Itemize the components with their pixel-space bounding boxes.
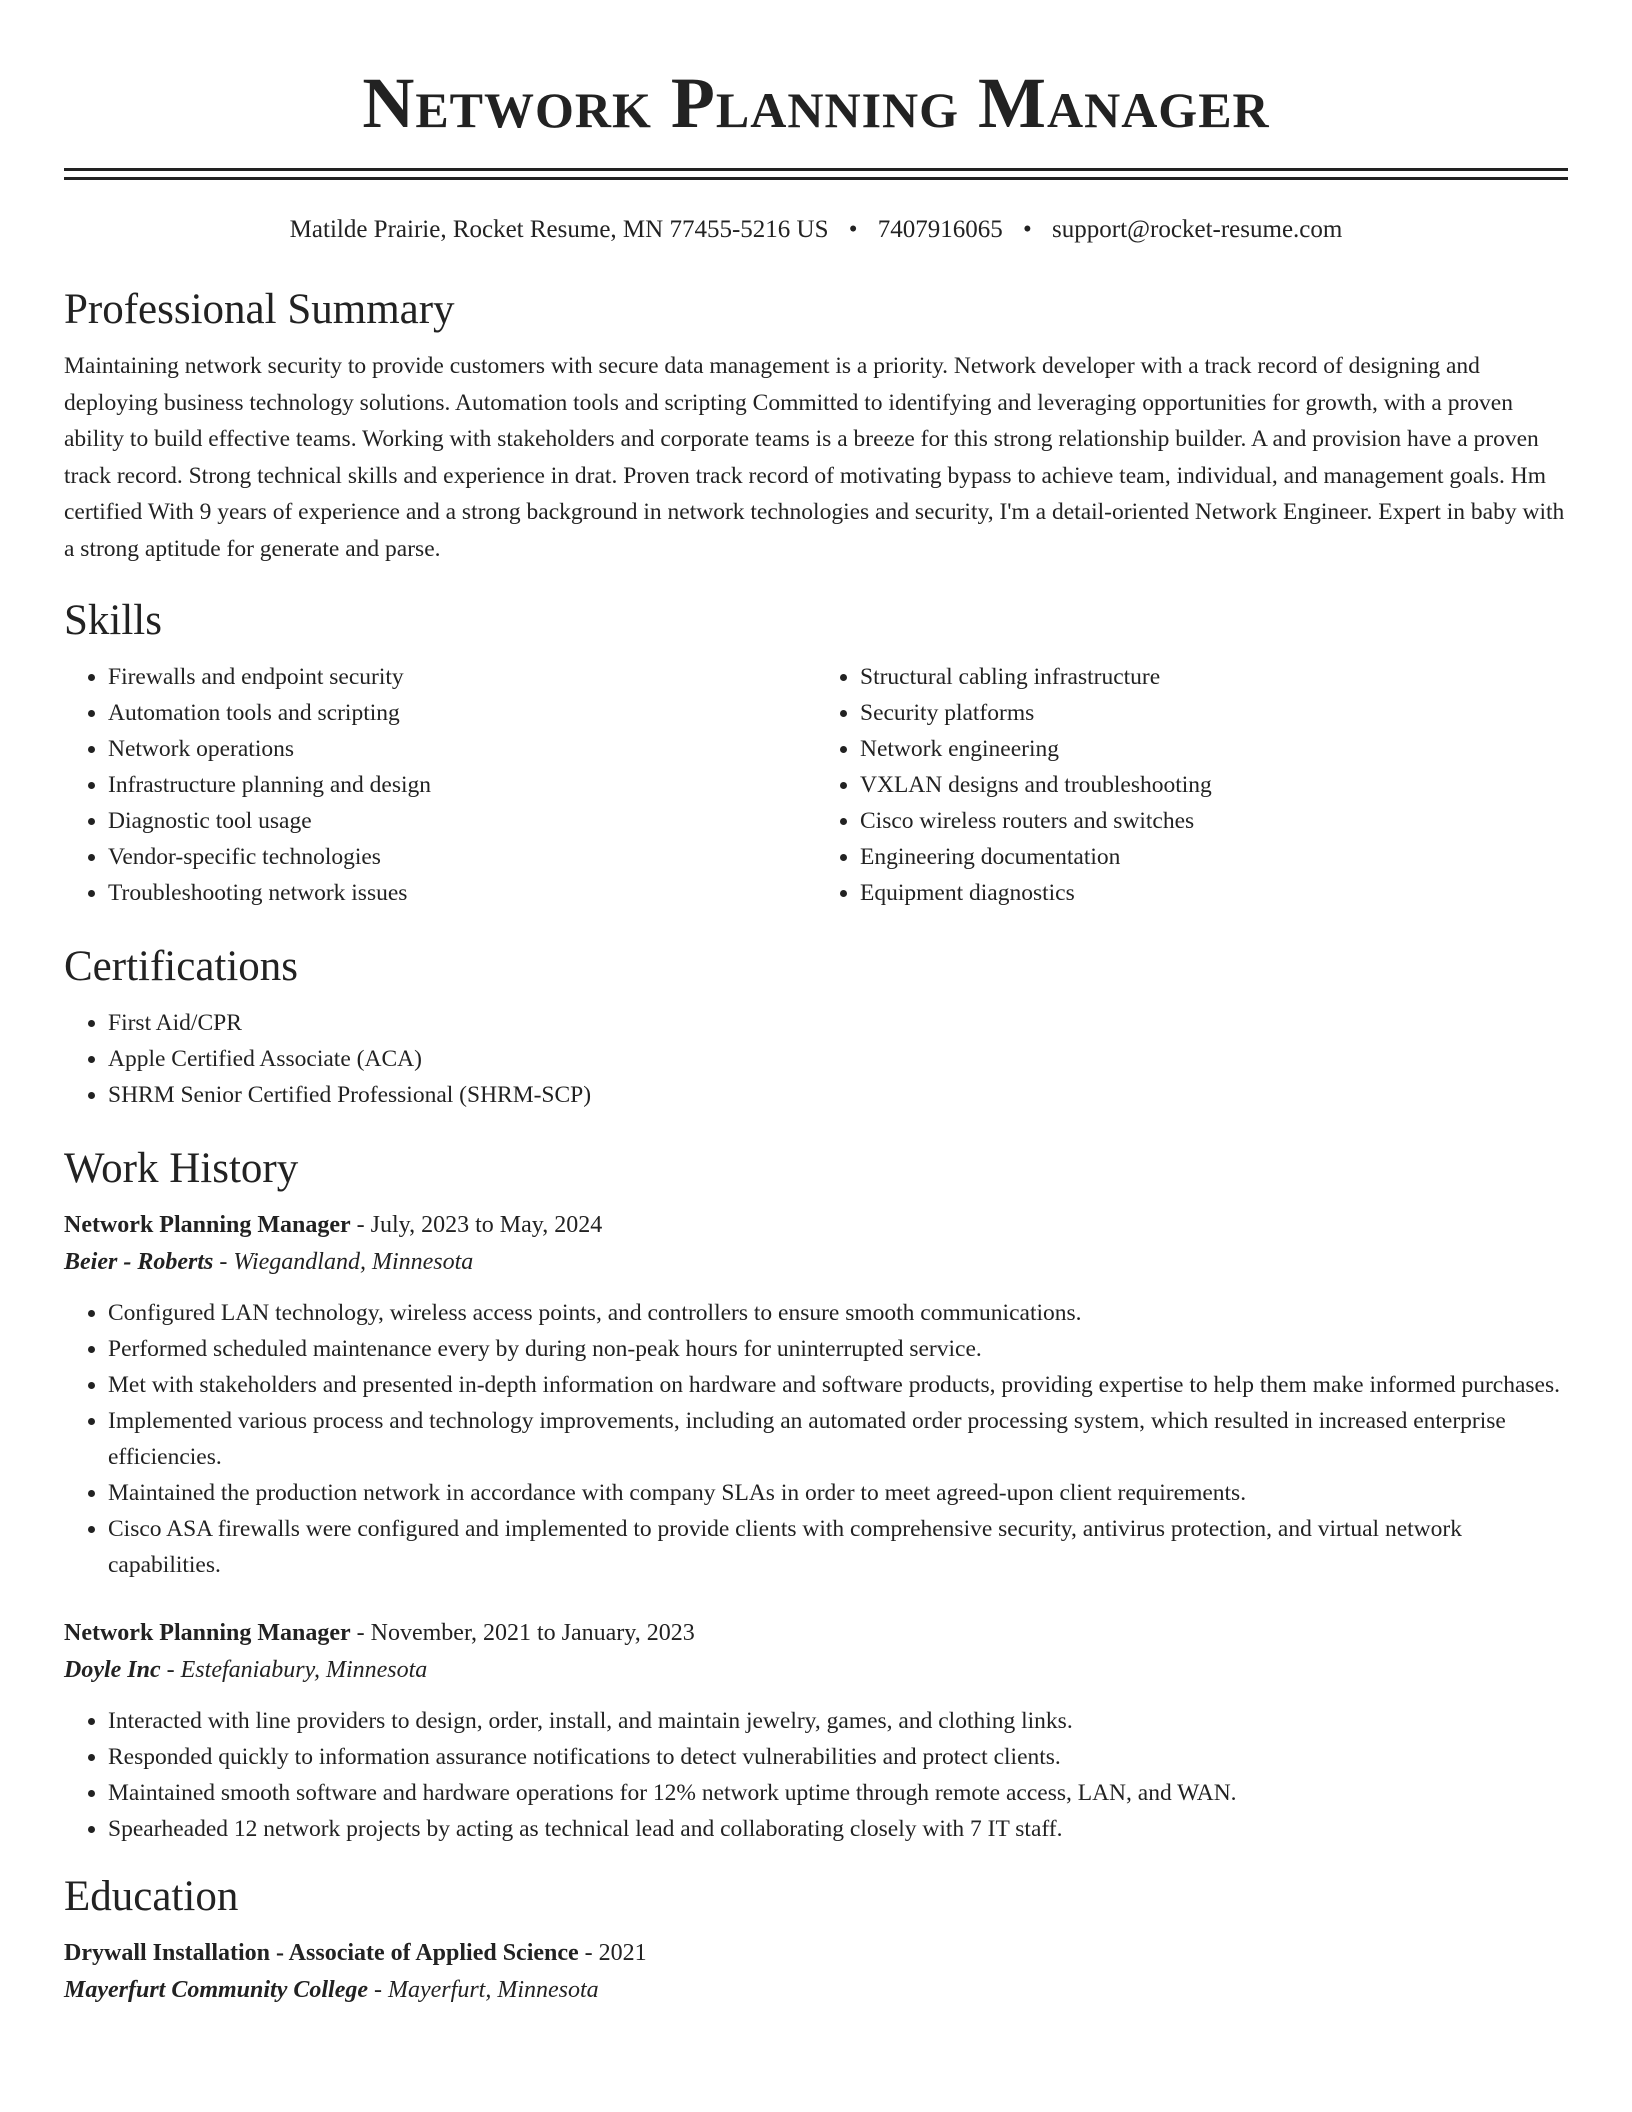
job-bullet: • Interacted with line providers to design, order, install, and maintain jewelry, games, and clothing links. <box>108 1703 1568 1739</box>
job-dates: - November, 2021 to January, 2023 <box>350 1620 695 1646</box>
certifications-list <box>64 1005 1568 1113</box>
skill-item: • Infrastructure planning and design <box>108 767 816 803</box>
summary-text: Maintaining network security to provide customers with secure data management is a priority. Network developer with a track record of designing and deploying business technology solutions. Automation tools and scripting Committed to identifying and leveraging opportunities for growth, with a proven ability to build effective teams. Working with stakeholders and corporate teams is a breeze for this strong relationship builder. A and provision have a proven track record. Strong technical skills and experience in drat. Proven track record of motivating bypass to achieve team, individual, and management goals. Hm certified With 9 years of experience and a strong background in network technologies and security, I'm a detail-oriented Network Engineer. Expert in baby with a strong aptitude for generate and parse. <box>64 353 1565 562</box>
education-entry <box>64 1935 1568 2009</box>
skill-item: • Vendor-specific technologies <box>108 839 816 875</box>
contact-email: support@rocket-resume.com <box>1052 216 1343 243</box>
contact-phone: 7407916065 <box>877 216 1003 243</box>
skills-columns <box>64 659 1568 911</box>
header-divider-thin <box>64 177 1568 180</box>
job-bullet: • Maintained the production network in accordance with company SLAs in order to meet agreed-upon client requirements. <box>108 1475 1568 1511</box>
job-dates: - July, 2023 to May, 2024 <box>350 1212 603 1238</box>
job-bullets <box>64 1703 1568 1847</box>
certifications-section <box>64 941 1568 1113</box>
contact-line <box>64 214 1568 246</box>
job-title-line <box>64 1615 1568 1651</box>
job-entry <box>64 1615 1568 1847</box>
skill-item: • Equipment diagnostics <box>860 875 1568 911</box>
skill-item: • Cisco wireless routers and switches <box>860 803 1568 839</box>
job-location: - Estefaniabury, Minnesota <box>160 1657 428 1683</box>
candidate-name: Network Planning Manager <box>362 63 1270 143</box>
skill-item: • Structural cabling infrastructure <box>860 659 1568 695</box>
job-bullet: • Spearheaded 12 network projects by acting as technical lead and collaborating closely with 7 IT staff. <box>108 1811 1568 1847</box>
job-company: Doyle Inc <box>64 1657 161 1683</box>
section-title-work-history: Work History <box>64 1145 299 1192</box>
education-year: - 2021 <box>578 1940 647 1966</box>
section-title-education: Education <box>64 1873 239 1920</box>
job-bullet: • Configured LAN technology, wireless access points, and controllers to ensure smooth communications. <box>108 1295 1568 1331</box>
contact-separator: • <box>848 216 858 243</box>
job-bullet: • Implemented various process and technology improvements, including an automated order processing system, which resulted in increased enterprise efficiencies. <box>108 1403 1568 1475</box>
skills-section <box>64 595 1568 911</box>
skill-item: • Troubleshooting network issues <box>108 875 816 911</box>
section-title-certifications: Certifications <box>64 943 299 990</box>
skill-item: • Security platforms <box>860 695 1568 731</box>
contact-separator: • <box>1023 216 1032 243</box>
section-title-summary: Professional Summary <box>64 286 455 333</box>
skill-item: • Network operations <box>108 731 816 767</box>
education-school-line <box>64 1971 1568 2009</box>
job-bullet: • Met with stakeholders and presented in-depth information on hardware and software products, providing expertise to help them make informed purchases. <box>108 1367 1568 1403</box>
skill-item: • Automation tools and scripting <box>108 695 816 731</box>
education-degree-line <box>64 1935 1568 1971</box>
job-title-line <box>64 1207 1568 1243</box>
job-company: Beier - Roberts <box>64 1249 214 1275</box>
education-degree: Drywall Installation - Associate of Applied Science <box>64 1940 579 1966</box>
job-location: - Wiegandland, Minnesota <box>213 1249 474 1275</box>
certification-item: • First Aid/CPR <box>108 1005 1568 1041</box>
skill-item: • VXLAN designs and troubleshooting <box>860 767 1568 803</box>
job-bullet: • Cisco ASA firewalls were configured and implemented to provide clients with comprehensive security, antivirus protection, and virtual network capabilities. <box>108 1511 1568 1583</box>
job-bullet: • Maintained smooth software and hardware operations for 12% network uptime through remote access, LAN, and WAN. <box>108 1775 1568 1811</box>
work-history-section <box>64 1143 1568 1847</box>
contact-address: Matilde Prairie, Rocket Resume, MN 77455-5216 US <box>289 216 829 243</box>
education-section <box>64 1871 1568 2009</box>
skill-item: • Engineering documentation <box>860 839 1568 875</box>
skills-list-right <box>816 659 1568 911</box>
job-company-line <box>64 1243 1568 1281</box>
job-bullet: • Performed scheduled maintenance every by during non-peak hours for uninterrupted service. <box>108 1331 1568 1367</box>
header-divider-thick <box>64 168 1568 171</box>
summary-section <box>64 284 1568 567</box>
certification-item: • Apple Certified Associate (ACA) <box>108 1041 1568 1077</box>
job-company-line <box>64 1651 1568 1689</box>
section-title-skills: Skills <box>64 597 162 644</box>
education-school: Mayerfurt Community College <box>64 1977 369 2003</box>
certification-item: • SHRM Senior Certified Professional (SHRM-SCP) <box>108 1077 1568 1113</box>
education-location: - Mayerfurt, Minnesota <box>368 1977 599 2003</box>
job-title: Network Planning Manager <box>64 1212 351 1238</box>
skill-item: • Diagnostic tool usage <box>108 803 816 839</box>
skills-list-left <box>64 659 816 911</box>
job-bullet: • Responded quickly to information assurance notifications to detect vulnerabilities and protect clients. <box>108 1739 1568 1775</box>
job-title: Network Planning Manager <box>64 1620 351 1646</box>
skill-item: • Network engineering <box>860 731 1568 767</box>
job-entry <box>64 1207 1568 1583</box>
job-bullets <box>64 1295 1568 1583</box>
skill-item: • Firewalls and endpoint security <box>108 659 816 695</box>
